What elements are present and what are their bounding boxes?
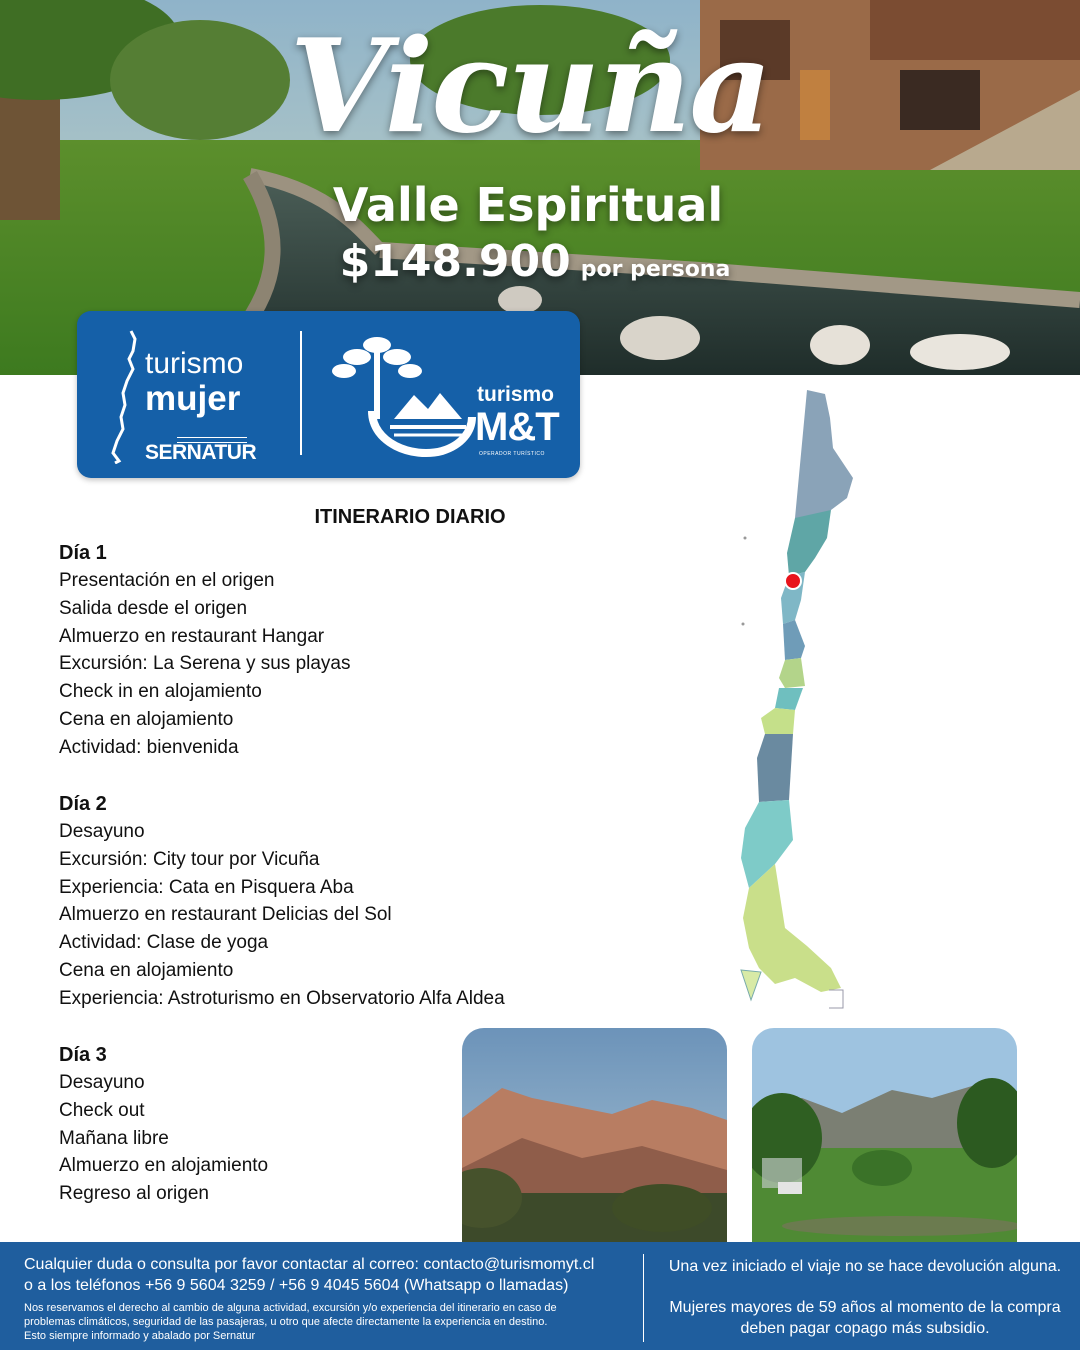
sernatur-line2: mujer — [145, 379, 241, 418]
footer-notes — [650, 1256, 1080, 1339]
chile-outline-icon — [109, 329, 149, 464]
day-item: Check in en alojamiento — [59, 681, 262, 703]
note-age-line-1: Mujeres mayores de 59 años al momento de la compra — [669, 1299, 1061, 1316]
day-label: Día 3 — [59, 1044, 107, 1066]
price-amount: $148.900 — [339, 236, 571, 287]
day-item: Salida desde el origen — [59, 597, 248, 619]
sernatur-logo — [109, 329, 269, 464]
map-region — [829, 990, 843, 1008]
map-region — [757, 734, 793, 802]
footer-divider — [643, 1254, 644, 1342]
photo-garden — [752, 1028, 1017, 1242]
day-item: Actividad: Clase de yoga — [59, 932, 269, 954]
day-item: Cena en alojamiento — [59, 959, 234, 981]
disclaimer-line-3: Esto siempre informado y abalado por Sernatur — [24, 1330, 256, 1342]
hero-subtitle: Valle Espiritual — [332, 178, 724, 232]
itinerary-day-2 — [59, 790, 505, 1013]
day-item: Almuerzo en restaurant Hangar — [59, 625, 325, 647]
note-refund: Una vez iniciado el viaje no se hace devolución alguna. — [668, 1258, 1062, 1275]
day-item: Almuerzo en alojamiento — [59, 1155, 269, 1177]
day-item: Desayuno — [59, 1072, 145, 1093]
day-item: Cena en alojamiento — [59, 708, 234, 730]
day-item: Excursión: La Serena y sus playas — [59, 653, 351, 675]
partner-logos — [77, 311, 580, 478]
day-item: Actividad: bienvenida — [59, 736, 239, 758]
myt-line2: M&T — [475, 405, 559, 449]
day-item: Mañana libre — [59, 1127, 169, 1149]
sernatur-line3: SERNATUR — [145, 441, 257, 464]
day-item: Presentación en el origen — [59, 570, 275, 591]
price-unit: por persona — [580, 257, 731, 282]
map-region — [775, 688, 803, 710]
map-region — [795, 390, 853, 520]
map-region — [741, 970, 761, 1000]
day-item: Experiencia: Cata en Pisquera Aba — [59, 876, 354, 898]
day-item: Excursión: City tour por Vicuña — [59, 848, 320, 870]
itinerary-title: ITINERARIO DIARIO — [314, 506, 506, 528]
hero-price — [0, 236, 1075, 287]
chile-map — [735, 388, 860, 1013]
photo-mountains — [462, 1028, 727, 1242]
disclaimer-line-2: problemas climáticos, seguridad de las pasajeras, u otro que afecte directamente la experiencia en destino. — [24, 1316, 548, 1328]
myt-line3: OPERADOR TURÍSTICO — [479, 451, 545, 457]
araucaria-emblem-icon — [332, 331, 482, 461]
footer-contact — [24, 1254, 636, 1343]
map-region — [779, 658, 805, 688]
garden-photo — [752, 1028, 1017, 1242]
myt-line1: turismo — [477, 383, 555, 406]
logo-divider — [300, 331, 302, 455]
myt-logo — [332, 331, 562, 461]
map-region — [787, 510, 831, 576]
day-item: Regreso al origen — [59, 1183, 209, 1205]
mountains-photo — [462, 1028, 727, 1242]
map-island — [742, 623, 745, 626]
footer — [0, 1242, 1080, 1350]
vicuna-location-marker — [785, 573, 801, 589]
itinerary-day-1 — [59, 539, 351, 762]
map-island — [744, 537, 747, 540]
note-age-line-2: deben pagar copago más subsidio. — [740, 1320, 990, 1337]
day-label: Día 2 — [59, 793, 107, 815]
disclaimer-line-1: Nos reservamos el derecho al cambio de alguna actividad, excursión y/o experiencia del itinerario en caso de — [24, 1302, 557, 1314]
map-region — [783, 620, 805, 660]
day-item: Desayuno — [59, 821, 145, 842]
contact-line-2: o a los teléfonos +56 9 5604 3259 / +56 9 4045 5604 (Whatsapp o llamadas) — [24, 1277, 569, 1294]
hero-title: Vicuña — [289, 12, 771, 162]
day-item: Check out — [59, 1099, 145, 1121]
contact-line-1: Cualquier duda o consulta por favor contactar al correo: contacto@turismomyt.cl — [24, 1256, 595, 1273]
itinerary-day-3 — [59, 1041, 268, 1208]
disclaimer — [24, 1301, 636, 1343]
sernatur-line1: turismo — [145, 347, 244, 380]
day-label: Día 1 — [59, 542, 107, 564]
day-item: Experiencia: Astroturismo en Observatorio Alfa Aldea — [59, 987, 505, 1009]
map-region — [761, 708, 795, 734]
day-item: Almuerzo en restaurant Delicias del Sol — [59, 904, 392, 926]
